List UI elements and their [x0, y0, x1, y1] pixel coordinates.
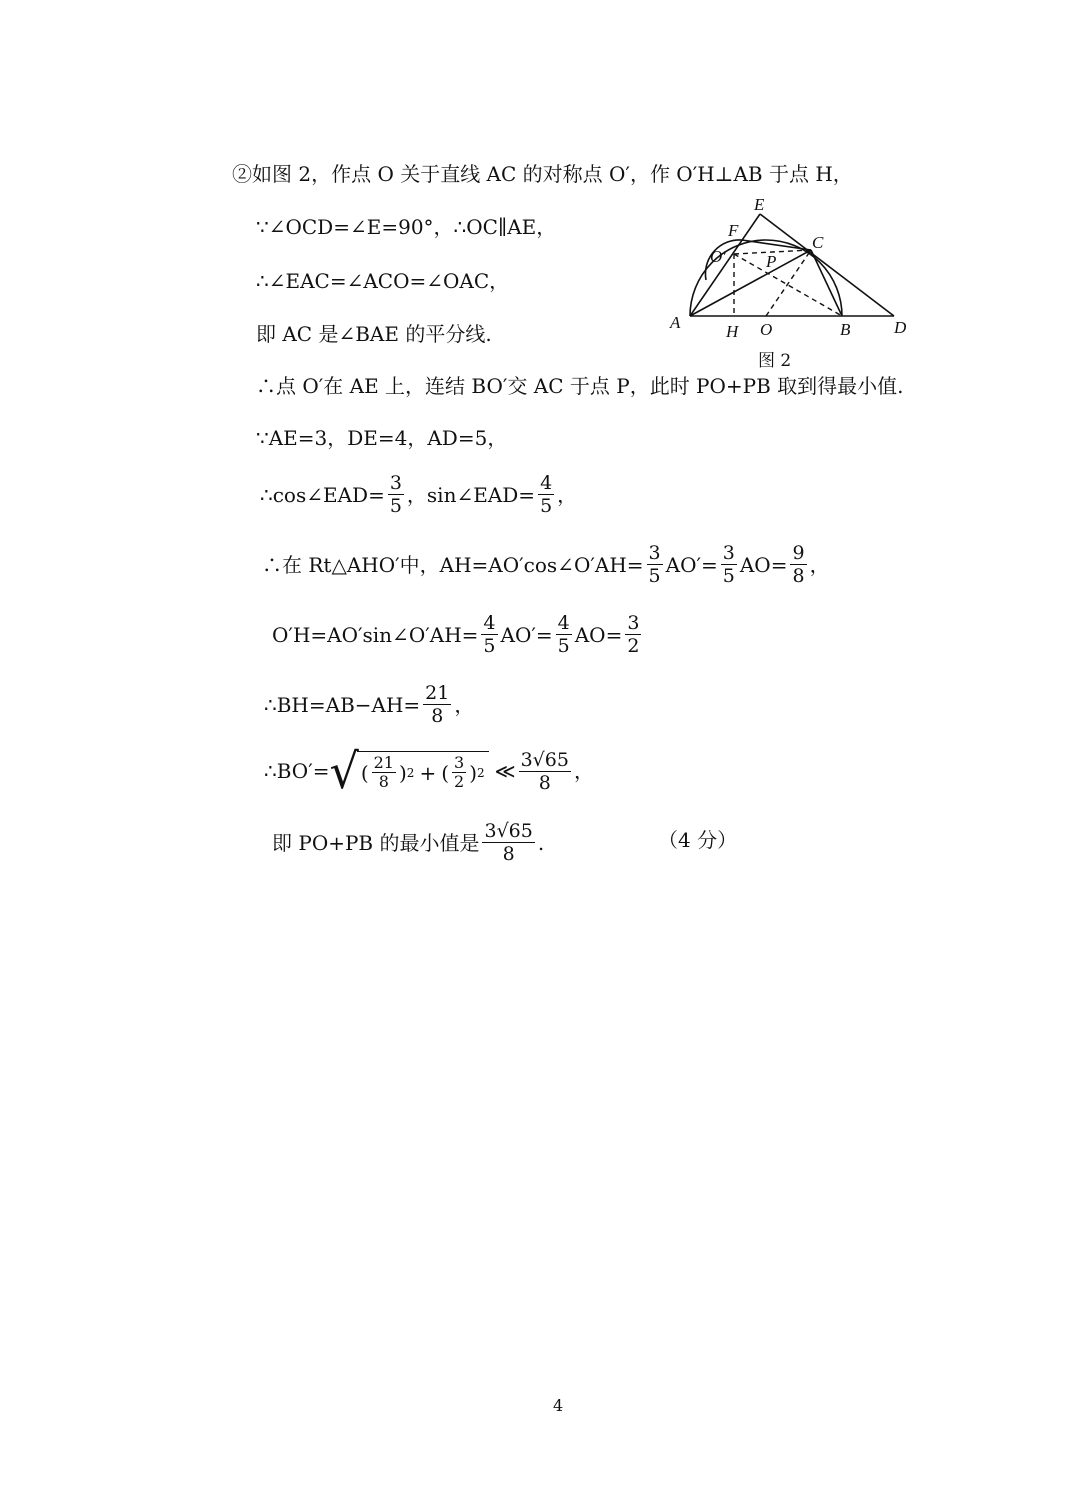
fraction-4-5: $\frac{4}{5}$ [540, 472, 553, 517]
text-line-9 [272, 612, 644, 657]
label-C: C [812, 233, 824, 252]
fraction-3-2: $\frac{3}{2}$ [454, 753, 465, 791]
text-line-6 [256, 424, 507, 452]
figure-caption: 图 2 [758, 351, 792, 371]
comma: ， [573, 759, 594, 783]
AO-prime-text: AO′= [500, 622, 553, 647]
geometry-figure-2 [662, 192, 912, 372]
score-text: （4 分） [658, 828, 738, 852]
fraction-4-5: $\frac{4}{5}$ [557, 612, 570, 657]
fraction-3-5: $\frac{3}{5}$ [722, 542, 735, 587]
fraction-3-5: $\frac{3}{5}$ [389, 472, 402, 517]
square-root [329, 742, 489, 800]
label-E: E [754, 195, 765, 214]
line-3-text: ∴∠EAC=∠ACO=∠OAC， [256, 269, 510, 293]
label-P: P [766, 252, 777, 271]
conclusion-text: 即 PO+PB 的最小值是 [272, 830, 480, 855]
label-A: A [670, 313, 681, 332]
cos-label: ∴cos∠EAD= [260, 482, 385, 507]
fraction-3-5: $\frac{3}{5}$ [648, 542, 661, 587]
page-number: 4 [553, 1396, 564, 1415]
label-O-prime: O′ [710, 247, 726, 266]
AO-prime-text: AO′= [665, 552, 718, 577]
fraction-3-2: $\frac{3}{2}$ [627, 612, 640, 657]
fraction-9-8: $\frac{9}{8}$ [792, 542, 805, 587]
exponent: 2 [406, 765, 415, 780]
sin-label: ，sin∠EAD= [406, 482, 536, 507]
line-1-text: ②如图 2，作点 O 关于直线 AC 的对称点 O′，作 O′H⊥AB 于点 H， [232, 162, 853, 186]
BH-expression: ∴BH=AB−AH= [264, 692, 421, 717]
O-prime-H-expression: O′H=AO′sin∠O′AH= [272, 622, 479, 647]
fraction-21-8: $\frac{21}{8}$ [425, 682, 450, 727]
fraction-21-8: $\frac{21}{8}$ [373, 753, 394, 791]
period: . [537, 830, 545, 855]
line-2-text: ∵∠OCD=∠E=90°，∴OC∥AE， [256, 215, 557, 239]
radical-sign: √ [329, 742, 359, 800]
text-line-10 [264, 682, 474, 727]
fraction-4-5: $\frac{4}{5}$ [483, 612, 496, 657]
fraction-3sqrt65-8: $\frac{3√65}{8}$ [520, 748, 569, 794]
comma: ， [454, 692, 475, 717]
exponent: 2 [477, 765, 485, 780]
text-line-8 [262, 542, 830, 587]
AO-text: AO= [574, 622, 623, 647]
text-line-12 [272, 820, 544, 865]
AH-expression: ∴在 Rt△AHO′中，AH=AO′cos∠O′AH= [262, 552, 644, 577]
score-note [658, 826, 737, 854]
text-line-11 [264, 742, 594, 800]
plus-sign: + [419, 760, 437, 785]
text-line-7 [260, 472, 577, 517]
text-line-5 [256, 372, 904, 400]
radicand: ( $\frac{21}{8}$ ) 2 + ( $\frac{3}{2}$ ) 2 [357, 751, 489, 791]
text-line-4 [256, 320, 492, 348]
segment-ED [760, 214, 894, 316]
comma: ， [809, 552, 830, 577]
line-4-text: 即 AC 是∠BAE 的平分线. [256, 322, 492, 346]
line-6-text: ∵AE=3，DE=4，AD=5， [256, 426, 508, 450]
text-line-1 [232, 160, 853, 188]
line-5-text: ∴点 O′在 AE 上，连结 BO′交 AC 于点 P，此时 PO+PB 取到得最小值. [256, 374, 904, 398]
text-line-3 [256, 267, 509, 295]
fraction-3sqrt65-8: $\frac{3√65}{8}$ [484, 820, 533, 865]
label-B: B [840, 320, 851, 339]
label-H: H [726, 322, 739, 341]
label-O: O [760, 320, 773, 339]
label-D: D [894, 318, 907, 337]
BO-prime-label: ∴BO′= [264, 759, 330, 783]
label-F: F [728, 221, 739, 240]
segment-CB [811, 250, 842, 316]
approx-sign: ≪ [494, 759, 516, 783]
AO-text: AO= [739, 552, 788, 577]
text-line-2 [256, 213, 556, 241]
comma: ， [557, 482, 578, 507]
